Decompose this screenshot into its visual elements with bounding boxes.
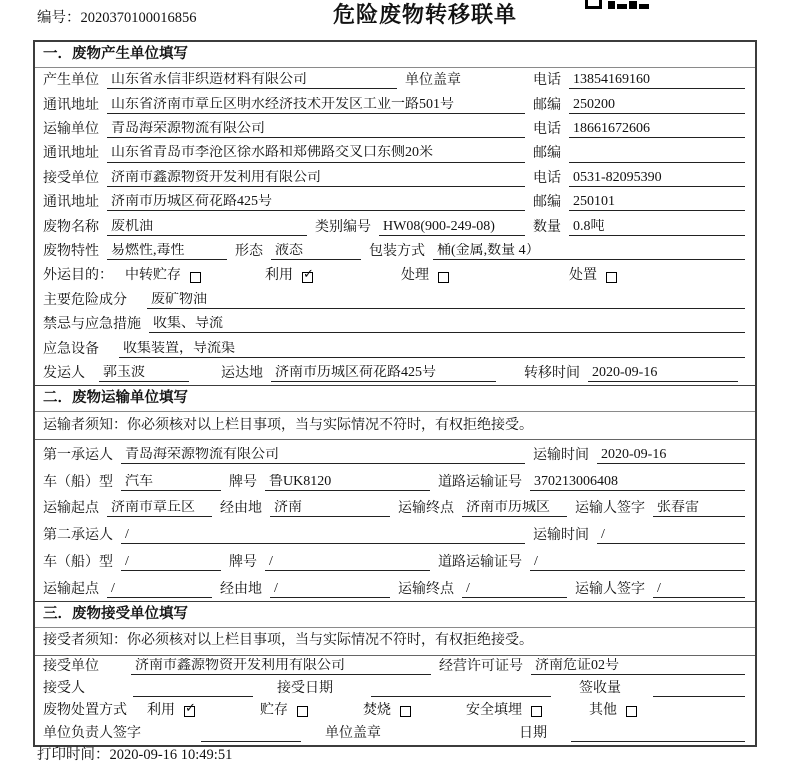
hazard-value: 废矿物油 <box>147 292 745 309</box>
transport-phone-value: 18661672606 <box>569 121 745 138</box>
origin-2-value: / <box>107 581 212 598</box>
row-route-2 <box>35 574 755 601</box>
row-receiver-address <box>35 190 755 214</box>
right-group <box>533 170 745 187</box>
receiver-postcode-value: 250101 <box>569 194 745 211</box>
producer-phone-value: 13854169160 <box>569 72 745 89</box>
acceptor-label: 接受人 <box>43 681 85 697</box>
form-label: 形态 <box>235 244 263 260</box>
received-qty-label: 签收量 <box>579 681 621 697</box>
row-disposal-method <box>35 700 755 722</box>
right-group <box>533 72 745 89</box>
checkbox-disposal-other <box>626 706 637 717</box>
serial-label: 编号： <box>37 10 81 26</box>
date-label: 日期 <box>519 725 547 741</box>
permit-value: 济南危证02号 <box>531 658 745 675</box>
end-label: 运输终点 <box>398 581 454 597</box>
option-label: 贮存 <box>260 703 288 719</box>
waste-name-value: 废机油 <box>107 219 307 236</box>
checkbox-utilize <box>302 272 313 283</box>
vehicle-type-2-value: / <box>121 554 221 571</box>
option-label: 处理 <box>401 268 429 284</box>
row-vehicle-2 <box>35 547 755 574</box>
print-time-line <box>37 747 232 764</box>
serial-number-line <box>37 10 197 27</box>
row-producer-address <box>35 92 755 116</box>
receiver-unit-label: 接受单位 <box>43 170 99 186</box>
producer-unit-label: 产生单位 <box>43 73 99 89</box>
end-label: 运输终点 <box>398 501 454 517</box>
plate-2-value: / <box>265 554 430 571</box>
manifest-table <box>33 40 757 747</box>
row-first-carrier <box>35 440 755 467</box>
plate-label: 牌号 <box>229 554 257 570</box>
row-second-carrier <box>35 520 755 547</box>
manager-sign-label: 单位负责人签字 <box>43 725 141 741</box>
receiver-phone-value: 0531-82095390 <box>569 170 745 187</box>
disposal-option-storage <box>260 703 355 719</box>
vehicle-type-value: 汽车 <box>121 474 221 491</box>
disposal-option-other <box>589 703 745 719</box>
checkbox-disposal-incinerate <box>400 706 411 717</box>
transfer-time-label: 转移时间 <box>524 365 580 381</box>
waste-name-label: 废物名称 <box>43 219 99 235</box>
phone-label: 电话 <box>533 122 561 138</box>
equipment-label: 应急设备 <box>43 341 99 357</box>
receiver-notice: 接受者须知：你必须核对以上栏目事项，当与实际情况不符时，有权拒绝接受。 <box>35 628 755 656</box>
unit-seal-label: 单位盖章 <box>325 725 381 741</box>
disposal-option-utilize <box>147 703 252 719</box>
destination-label: 运达地 <box>221 365 263 381</box>
row-waste-property <box>35 239 755 263</box>
right-group <box>533 219 745 236</box>
checkbox-treat <box>438 272 449 283</box>
option-label: 其他 <box>589 703 617 719</box>
document-header <box>0 0 796 38</box>
row-consignor <box>35 361 755 385</box>
road-license-label: 道路运输证号 <box>438 554 522 570</box>
road-license-label: 道路运输证号 <box>438 474 522 490</box>
road-license-value: 370213006408 <box>530 474 745 491</box>
receive-unit-value: 济南市鑫源物资开发利用有限公司 <box>131 658 431 675</box>
postcode-label: 邮编 <box>533 195 561 211</box>
row-transport-unit <box>35 117 755 141</box>
producer-unit-value: 山东省永信非织造材料有限公司 <box>107 72 397 89</box>
address-label: 通讯地址 <box>43 146 99 162</box>
producer-address-value: 山东省济南市章丘区明水经济技术开发区工业一路501号 <box>107 97 525 114</box>
option-label: 中转贮存 <box>125 268 181 284</box>
checkbox-transfer-storage <box>190 272 201 283</box>
origin-label: 运输起点 <box>43 501 99 517</box>
category-code-value: HW08(900-249-08) <box>379 219 525 236</box>
date-value <box>571 726 745 742</box>
producer-postcode-value: 250200 <box>569 97 745 114</box>
transport-time-2-value: / <box>597 527 745 544</box>
section-transporter-title: 二．废物运输单位填写 <box>35 386 755 412</box>
unit-seal-label: 单位盖章 <box>405 73 461 89</box>
right-group <box>533 146 745 162</box>
taboo-label: 禁忌与应急措施 <box>43 317 141 333</box>
right-group <box>533 194 745 211</box>
checkbox-dispose <box>606 272 617 283</box>
transport-postcode-value <box>569 147 745 163</box>
category-code-label: 类别编号 <box>315 219 371 235</box>
purpose-option-treat <box>401 268 561 284</box>
vehicle-type-label: 车（船）型 <box>43 554 113 570</box>
section-producer <box>35 42 755 385</box>
row-route-1 <box>35 494 755 521</box>
checkbox-disposal-landfill <box>531 706 542 717</box>
purpose-label: 外运目的： <box>43 268 113 284</box>
accept-date-label: 接受日期 <box>277 681 333 697</box>
second-carrier-label: 第二承运人 <box>43 528 113 544</box>
quantity-label: 数量 <box>533 219 561 235</box>
row-receiver-unit <box>35 166 755 190</box>
phone-label: 电话 <box>533 73 561 89</box>
carrier-sign-label: 运输人签字 <box>575 581 645 597</box>
row-waste-name <box>35 214 755 238</box>
via-label: 经由地 <box>220 501 262 517</box>
quantity-value: 0.8吨 <box>569 219 745 236</box>
first-carrier-label: 第一承运人 <box>43 447 113 463</box>
transport-unit-label: 运输单位 <box>43 122 99 138</box>
form-value: 液态 <box>271 243 361 260</box>
row-taboo-measures <box>35 312 755 336</box>
option-label: 利用 <box>147 703 175 719</box>
row-manager-signature <box>35 722 755 744</box>
section-transporter <box>35 385 755 601</box>
origin-label: 运输起点 <box>43 581 99 597</box>
equipment-value: 收集装置，导流渠 <box>119 341 745 358</box>
packaging-label: 包装方式 <box>369 244 425 260</box>
row-transport-address <box>35 141 755 165</box>
row-acceptor <box>35 678 755 700</box>
disposal-option-incinerate <box>363 703 458 719</box>
destination-value: 济南市历城区荷花路425号 <box>271 365 496 382</box>
purpose-option-dispose <box>569 268 745 284</box>
carrier-sign-label: 运输人签字 <box>575 501 645 517</box>
transport-unit-value: 青岛海荣源物流有限公司 <box>107 121 525 138</box>
road-license-2-value: / <box>530 554 745 571</box>
received-qty-value <box>653 681 745 697</box>
row-transfer-purpose <box>35 263 755 287</box>
transporter-notice: 运输者须知：你必须核对以上栏目事项，当与实际情况不符时，有权拒绝接受。 <box>35 412 755 440</box>
row-receive-unit <box>35 656 755 678</box>
section-producer-title: 一．废物产生单位填写 <box>35 42 755 68</box>
end-2-value: / <box>462 581 567 598</box>
option-label: 处置 <box>569 268 597 284</box>
second-carrier-value: / <box>121 527 525 544</box>
acceptor-value <box>133 681 253 697</box>
transport-time-label: 运输时间 <box>533 528 589 544</box>
carrier-sign-2-value: / <box>653 581 745 598</box>
transport-time-value: 2020-09-16 <box>597 447 745 464</box>
receive-unit-label: 接受单位 <box>43 658 99 674</box>
end-value: 济南市历城区 <box>462 500 567 517</box>
via-value: 济南 <box>270 500 390 517</box>
transfer-time-value: 2020-09-16 <box>588 365 738 382</box>
section-receiver-title: 三．废物接受单位填写 <box>35 602 755 628</box>
first-carrier-value: 青岛海荣源物流有限公司 <box>121 447 525 464</box>
serial-number: 2020370100016856 <box>80 10 197 26</box>
permit-label: 经营许可证号 <box>439 658 523 674</box>
disposal-option-landfill <box>466 703 581 719</box>
manager-sign-value <box>201 726 301 742</box>
right-group <box>533 447 745 464</box>
qr-code-fragment <box>585 0 649 10</box>
row-emergency-equipment <box>35 336 755 360</box>
section-receiver <box>35 601 755 745</box>
origin-value: 济南市章丘区 <box>107 500 212 517</box>
phone-label: 电话 <box>533 170 561 186</box>
row-hazard-component <box>35 288 755 312</box>
disposal-label: 废物处置方式 <box>43 703 127 719</box>
option-label: 利用 <box>265 268 293 284</box>
hazard-label: 主要危险成分 <box>43 292 127 308</box>
transport-address-value: 山东省青岛市李沧区徐水路和郑佛路交叉口东侧20米 <box>107 145 525 162</box>
purpose-option-utilize <box>265 268 393 284</box>
carrier-sign-value: 张春雷 <box>653 500 745 517</box>
checkbox-disposal-storage <box>297 706 308 717</box>
waste-property-label: 废物特性 <box>43 244 99 260</box>
receiver-address-value: 济南市历城区荷花路425号 <box>107 194 525 211</box>
accept-date-value <box>371 681 551 697</box>
receiver-unit-value: 济南市鑫源物资开发利用有限公司 <box>107 170 525 187</box>
waste-property-value: 易燃性,毒性 <box>107 243 227 260</box>
option-label: 焚烧 <box>363 703 391 719</box>
plate-label: 牌号 <box>229 474 257 490</box>
taboo-value: 收集、导流 <box>149 316 745 333</box>
page-title: 危险废物转移联单 <box>333 2 518 27</box>
right-group <box>533 97 745 114</box>
packaging-value: 桶(金属,数量 4） <box>433 243 745 260</box>
via-2-value: / <box>270 581 390 598</box>
address-label: 通讯地址 <box>43 195 99 211</box>
plate-value: 鲁UK8120 <box>265 474 430 491</box>
purpose-option-transfer-storage <box>125 268 257 284</box>
postcode-label: 邮编 <box>533 97 561 113</box>
print-time-label: 打印时间： <box>37 747 110 763</box>
consignor-value: 郭玉波 <box>99 365 189 382</box>
right-group <box>533 121 745 138</box>
address-label: 通讯地址 <box>43 97 99 113</box>
postcode-label: 邮编 <box>533 146 561 162</box>
checkbox-disposal-utilize <box>184 706 195 717</box>
consignor-label: 发运人 <box>43 365 85 381</box>
option-label: 安全填埋 <box>466 703 522 719</box>
transport-time-label: 运输时间 <box>533 447 589 463</box>
vehicle-type-label: 车（船）型 <box>43 474 113 490</box>
right-group <box>533 527 745 544</box>
via-label: 经由地 <box>220 581 262 597</box>
row-vehicle-1 <box>35 467 755 494</box>
print-time-value: 2020-09-16 10:49:51 <box>109 747 233 763</box>
row-producer-unit <box>35 68 755 92</box>
